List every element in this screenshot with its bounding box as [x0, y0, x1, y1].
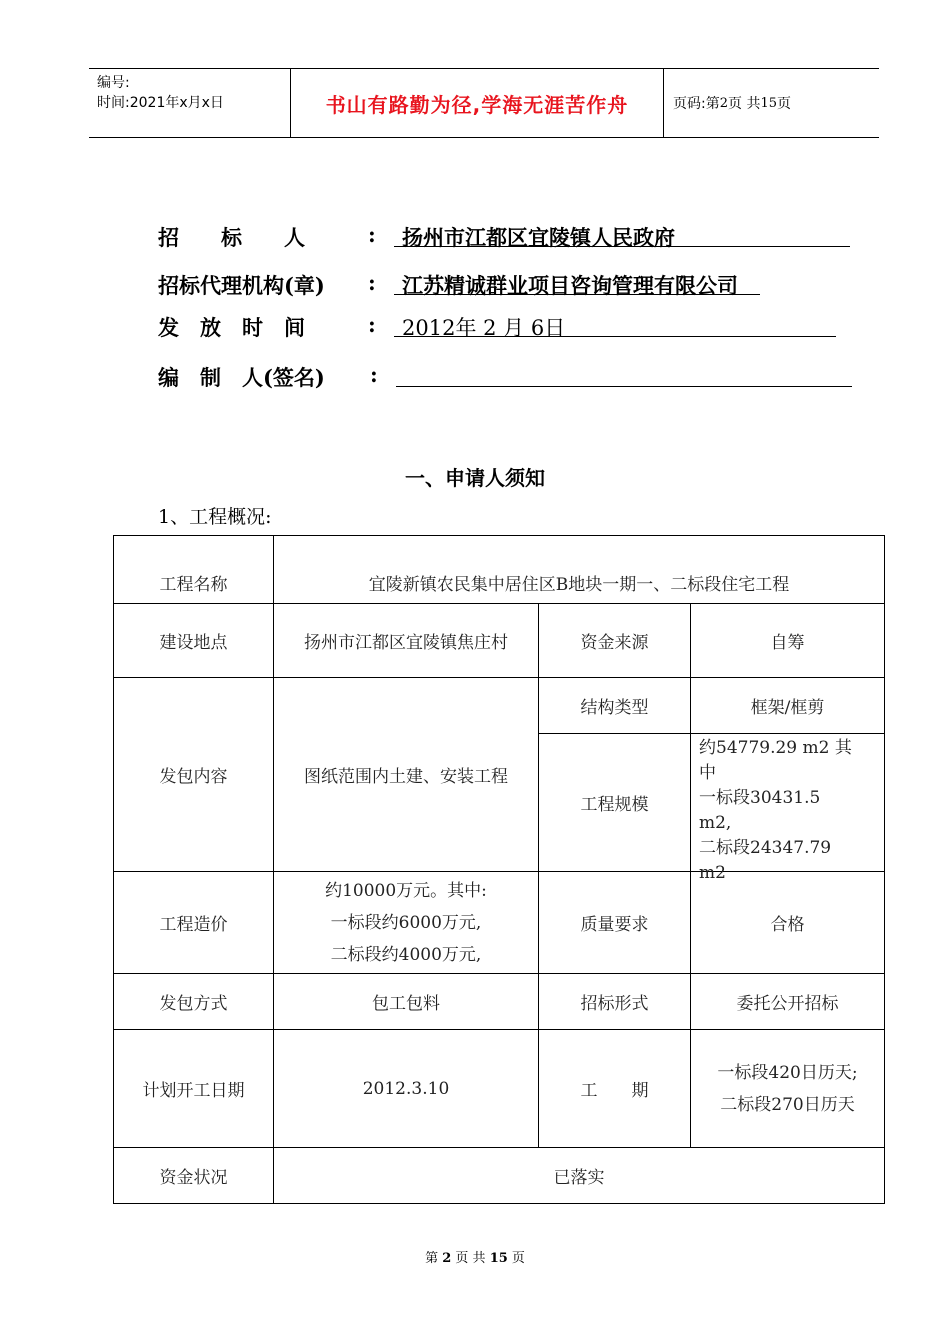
scale-line: 一标段30431.5	[699, 788, 821, 808]
header-page-number	[673, 69, 791, 137]
fund-source-value: 自筹	[691, 604, 885, 678]
tenderer-value: 扬州市江都区宜陵镇人民政府	[402, 225, 675, 250]
period-value	[691, 1030, 885, 1148]
number-label: 编号:	[97, 75, 130, 91]
tenderer-colon: :	[368, 222, 376, 247]
agency-colon: :	[368, 270, 376, 295]
cost-line: 二标段约4000万元,	[330, 944, 482, 965]
scale-label: 工程规模	[539, 734, 691, 872]
scale-value	[691, 734, 885, 883]
contract-content-label: 发包内容	[114, 678, 274, 872]
issue-underline	[394, 336, 836, 337]
fund-source-label: 资金来源	[539, 604, 691, 678]
location-label: 建设地点	[114, 604, 274, 678]
footer-mid: 页 共	[455, 1251, 486, 1266]
start-date-label: 计划开工日期	[114, 1030, 274, 1148]
agency-label: 招标代理机构(章)	[158, 273, 325, 298]
table-row	[114, 678, 885, 734]
period-line: 一标段420日历天;	[717, 1062, 858, 1083]
fund-status-value: 已落实	[274, 1148, 885, 1204]
cost-value	[274, 872, 539, 974]
tenderer-underline	[394, 246, 850, 247]
tenderer-label: 招 标 人	[158, 225, 305, 250]
scale-line: 中	[699, 763, 716, 783]
issue-value: 2012年 2 月 6日	[402, 316, 566, 340]
start-date-value: 2012.3.10	[274, 1030, 539, 1148]
agency-underline	[394, 294, 760, 295]
table-row	[114, 974, 885, 1030]
tender-form-value: 委托公开招标	[691, 974, 885, 1030]
issue-colon: :	[368, 312, 376, 337]
cost-line: 一标段约6000万元,	[330, 912, 482, 933]
location-value: 扬州市江都区宜陵镇焦庄村	[274, 604, 539, 678]
period-line: 二标段270日历天	[720, 1094, 855, 1115]
project-name-value: 宜陵新镇农民集中居住区B地块一期一、二标段住宅工程	[274, 536, 885, 604]
table-row	[114, 872, 885, 974]
header-motto: 书山有路勤为径,学海无涯苦作舟	[290, 69, 664, 137]
fund-status-label: 资金状况	[114, 1148, 274, 1204]
structure-value: 框架/框剪	[691, 678, 885, 734]
footer-total: 15	[489, 1251, 508, 1266]
cost-label: 工程造价	[114, 872, 274, 974]
method-label: 发包方式	[114, 974, 274, 1030]
table-row	[114, 604, 885, 678]
editor-colon: :	[370, 362, 378, 387]
page-mid: 页 共	[728, 96, 761, 112]
scale-line: 约54779.29 m2 其	[699, 738, 852, 758]
quality-value: 合格	[691, 872, 885, 974]
table-row	[114, 536, 885, 604]
issue-label: 发 放 时 间	[158, 315, 305, 340]
subsection-title: 1、工程概况:	[158, 506, 272, 528]
page-suffix: 页	[777, 96, 791, 112]
table-row	[114, 1030, 885, 1148]
footer-suffix: 页	[511, 1251, 525, 1266]
project-name-label: 工程名称	[114, 536, 274, 604]
agency-value: 江苏精诚群业项目咨询管理有限公司	[402, 273, 738, 298]
footer-current: 2	[442, 1251, 452, 1266]
page-current: 2	[719, 95, 728, 111]
project-overview-table	[113, 535, 885, 1204]
period-label: 工 期	[539, 1030, 691, 1148]
scale-line: m2	[699, 863, 726, 883]
contract-content-value: 图纸范围内土建、安装工程	[274, 678, 539, 872]
time-label: 时间:2021年x月x日	[97, 95, 224, 111]
page-footer	[0, 1247, 950, 1266]
scale-line: m2,	[699, 813, 732, 833]
page-total: 15	[760, 95, 777, 111]
editor-signature-line	[396, 386, 852, 387]
cost-line: 约10000万元。其中:	[325, 880, 487, 901]
quality-label: 质量要求	[539, 872, 691, 974]
editor-label: 编 制 人(签名)	[158, 365, 325, 390]
section-title: 一、申请人须知	[405, 466, 545, 490]
header-meta	[97, 73, 224, 113]
page-prefix: 页码:第	[673, 96, 720, 112]
table-row	[114, 1148, 885, 1204]
footer-prefix: 第	[425, 1251, 439, 1266]
structure-label: 结构类型	[539, 678, 691, 734]
scale-line: 二标段24347.79	[699, 838, 832, 858]
tender-form-label: 招标形式	[539, 974, 691, 1030]
page-header	[89, 68, 879, 138]
method-value: 包工包料	[274, 974, 539, 1030]
